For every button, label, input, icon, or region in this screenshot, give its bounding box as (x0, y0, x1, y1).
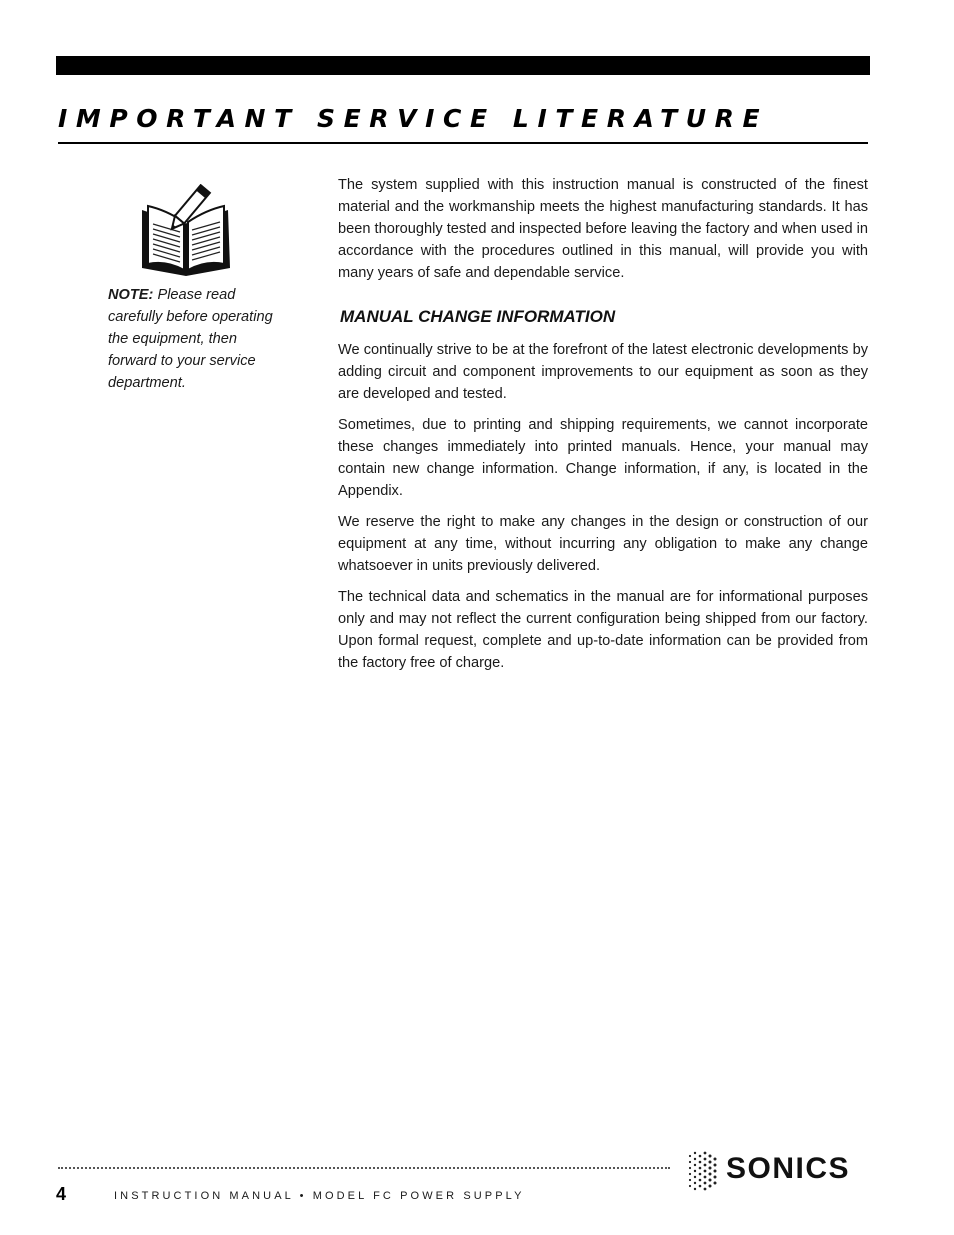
sonics-logo-mark-icon (686, 1150, 718, 1192)
note-text: Please read carefully before operating the equipment, then forward to your service department. (108, 287, 273, 391)
main-column (338, 174, 868, 683)
intro-paragraph: The system supplied with this instruction manual is constructed of the finest material and the workmanship meets the highest manufacturing standards. It has been thoroughly tested and inspected before leaving the factory and when used in accordance with the procedures outlined in this manual, will provide you with many years of safe and dependable service. (338, 177, 868, 281)
sonics-logo-text: SONICS (726, 1152, 851, 1185)
section-heading: MANUAL CHANGE INFORMATION (340, 307, 616, 326)
title-rule (58, 142, 868, 144)
footer-dotted-rule (58, 1167, 670, 1169)
body-paragraph: We reserve the right to make any changes in the design or construction of our equipment at any time, without incurring any obligation to make any change whatsoever in units previously delivered. (338, 514, 868, 574)
note-label: NOTE: (108, 287, 154, 303)
body-paragraph: The technical data and schematics in the manual are for informational purposes only and may not reflect the current configuration being shipped from our factory. Upon formal request, complete and up-to-date information can be provided from the factory free of charge. (338, 589, 868, 671)
top-bar (56, 56, 870, 75)
body-paragraph: Sometimes, due to printing and shipping requirements, we cannot incorporate these changes immediately into printed manuals. Hence, your manual may contain new change information. Change information, if any, is located in the Appendix. (338, 417, 868, 499)
page-title: IMPORTANT SERVICE LITERATURE (58, 104, 769, 133)
book-pencil-icon (136, 184, 236, 278)
page-number: 4 (56, 1184, 67, 1204)
footer-text: INSTRUCTION MANUAL • MODEL FC POWER SUPPLY (114, 1190, 525, 1202)
body-paragraph: We continually strive to be at the forefront of the latest electronic developments by adding circuit and component improvements to our equipment as soon as they are developed and tested. (338, 342, 868, 402)
side-note (108, 284, 288, 394)
